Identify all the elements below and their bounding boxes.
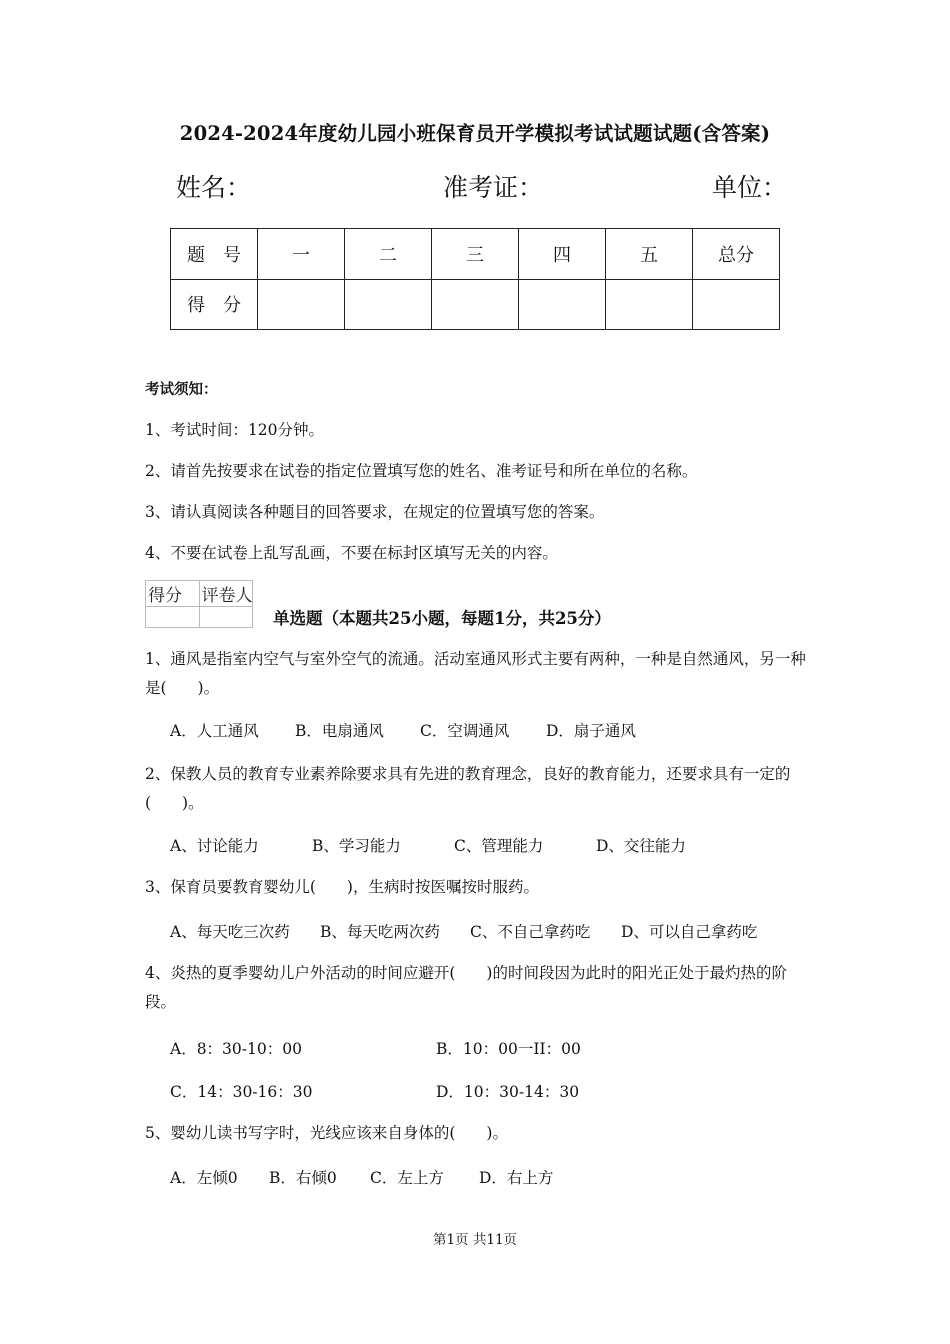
grader-box-grader-label: 评卷人 <box>199 581 253 607</box>
question-stem: 1、通风是指室内空气与室外空气的流通。活动室通风形式主要有两种，一种是自然通风，另一种是( )。 <box>145 650 806 697</box>
question-stem: 3、保育员要教育婴幼儿( )，生病时按医嘱按时服药。 <box>145 878 539 896</box>
notice-item: 2、请首先按要求在试卷的指定位置填写您的姓名、准考证号和所在单位的名称。 <box>145 462 698 480</box>
section-title: 单选题（本题共25小题，每题1分，共25分） <box>273 609 611 628</box>
question-option[interactable]: C、管理能力 <box>454 837 544 855</box>
score-cell[interactable] <box>345 279 432 330</box>
notice-item: 3、请认真阅读各种题目的回答要求，在规定的位置填写您的答案。 <box>145 503 605 521</box>
grader-box <box>145 580 253 628</box>
question-option[interactable]: B．电扇通风 <box>295 722 384 740</box>
exam-number-field-label: 准考证： <box>443 173 544 202</box>
unit-field-label: 单位： <box>712 173 788 202</box>
grader-box-score-label: 得分 <box>146 581 200 607</box>
question-stem: 5、婴幼儿读书写字时，光线应该来自身体的( )。 <box>145 1124 508 1142</box>
grader-box-score-cell[interactable] <box>146 607 200 628</box>
question-option[interactable]: A、讨论能力 <box>170 837 259 855</box>
score-cell[interactable] <box>432 279 519 330</box>
score-cell[interactable] <box>258 279 345 330</box>
score-header-cell: 三 <box>432 229 519 280</box>
score-header-cell: 总分 <box>693 229 780 280</box>
question-option[interactable]: D．右上方 <box>479 1169 554 1187</box>
question-option[interactable]: D．扇子通风 <box>546 722 636 740</box>
question-option[interactable]: C．左上方 <box>370 1169 444 1187</box>
question-option[interactable]: D、可以自己拿药吃 <box>621 923 758 941</box>
score-header-cell: 一 <box>258 229 345 280</box>
grader-box-grader-cell[interactable] <box>199 607 253 628</box>
question-option[interactable]: B、每天吃两次药 <box>320 923 440 941</box>
score-header-cell: 二 <box>345 229 432 280</box>
question-option[interactable]: B、学习能力 <box>312 837 401 855</box>
notice-heading: 考试须知： <box>145 381 218 398</box>
question-option[interactable]: D．10：30-14：30 <box>436 1083 580 1101</box>
score-header-cell: 四 <box>519 229 606 280</box>
notice-item: 4、不要在试卷上乱写乱画，不要在标封区填写无关的内容。 <box>145 544 558 562</box>
question-option[interactable]: B．右倾0 <box>269 1169 337 1187</box>
score-table-header-row <box>171 229 780 280</box>
name-field-label: 姓名： <box>176 173 252 202</box>
question-option[interactable]: D、交往能力 <box>596 837 686 855</box>
question-stem: 4、炎热的夏季婴幼儿户外活动的时间应避开( )的时间段因为此时的阳光正处于最灼热的阶段。 <box>145 964 787 1011</box>
score-table <box>170 228 780 330</box>
score-cell[interactable] <box>606 279 693 330</box>
question-option[interactable]: A．8：30-10：00 <box>170 1040 302 1058</box>
score-cell[interactable] <box>693 279 780 330</box>
notice-item: 1、考试时间：120分钟。 <box>145 421 324 439</box>
question-option[interactable]: C．空调通风 <box>420 722 510 740</box>
question-option[interactable]: C、不自己拿药吃 <box>470 923 591 941</box>
score-header-cell: 五 <box>606 229 693 280</box>
exam-title: 2024-2024年度幼儿园小班保育员开学模拟考试试题试题(含答案) <box>179 122 771 145</box>
score-table-score-row <box>171 279 780 330</box>
score-row-label: 得 分 <box>171 279 258 330</box>
question-option[interactable]: A．人工通风 <box>170 722 259 740</box>
question-option[interactable]: C．14：30-16：30 <box>170 1083 313 1101</box>
question-stem: 2、保教人员的教育专业素养除要求具有先进的教育理念，良好的教育能力，还要求具有一定的( )。 <box>145 765 791 812</box>
page-footer: 第1页 共11页 <box>432 1232 518 1248</box>
question-option[interactable]: A、每天吃三次药 <box>170 923 290 941</box>
score-cell[interactable] <box>519 279 606 330</box>
question-option[interactable]: A．左倾0 <box>170 1169 238 1187</box>
score-header-cell: 题 号 <box>171 229 258 280</box>
question-option[interactable]: B．10：00一II：00 <box>436 1040 581 1058</box>
